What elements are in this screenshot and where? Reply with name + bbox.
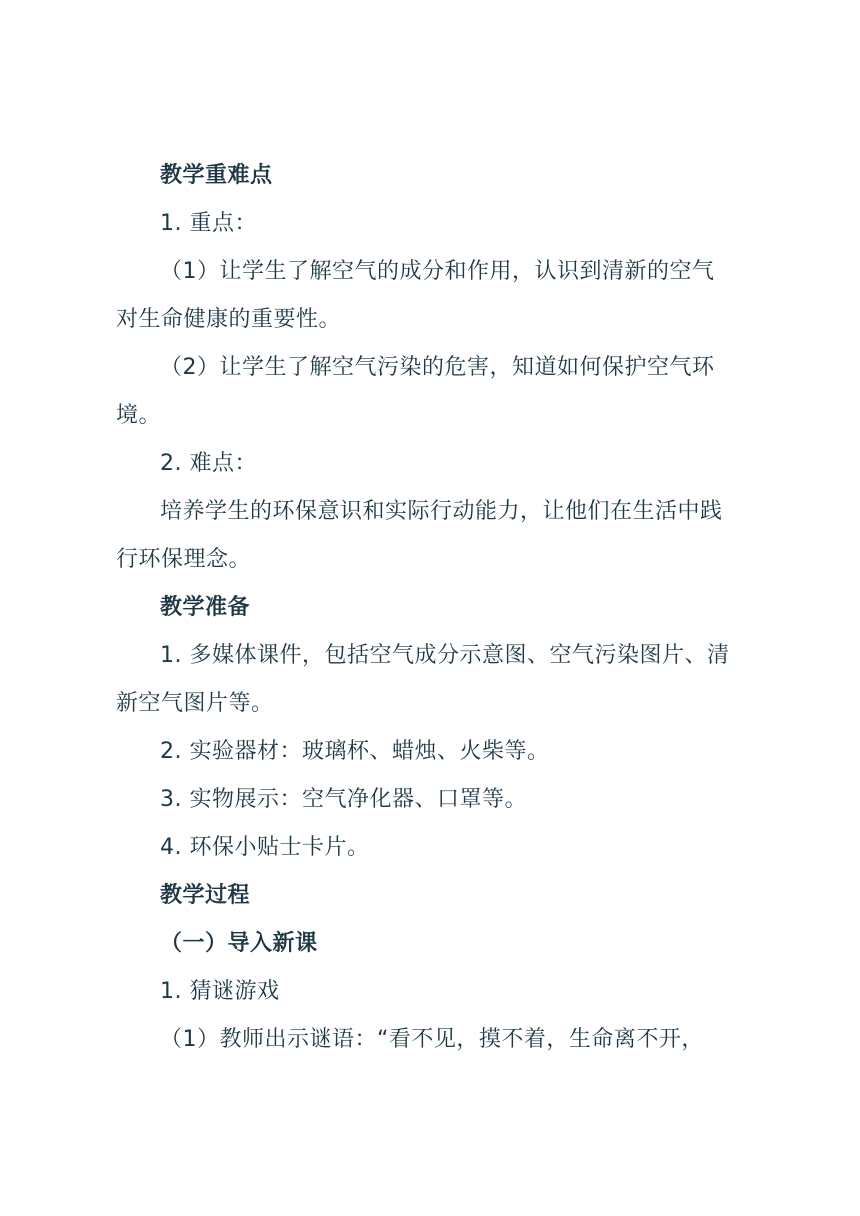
paragraph-line: 新空气图片等。 (116, 691, 274, 716)
paragraph-line: （1）让学生了解空气的成分和作用，认识到清新的空气 (160, 259, 715, 284)
list-item: 1. 多媒体课件，包括空气成分示意图、空气污染图片、清 (160, 643, 730, 668)
list-item-difficult-points: 2. 难点： (160, 451, 257, 476)
paragraph-line: 对生命健康的重要性。 (116, 307, 342, 332)
section-heading-key-difficult-points: 教学重难点 (160, 163, 273, 188)
list-item-key-points: 1. 重点： (160, 211, 257, 236)
subsection-heading-intro: （一）导入新课 (160, 931, 318, 956)
paragraph-line: 行环保理念。 (116, 547, 252, 572)
list-item: 1. 猜谜游戏 (160, 979, 280, 1004)
paragraph-line: （2）让学生了解空气污染的危害，知道如何保护空气环 (160, 355, 715, 380)
paragraph-line: 境。 (116, 403, 162, 428)
section-heading-preparation: 教学准备 (160, 595, 251, 620)
paragraph-line: 培养学生的环保意识和实际行动能力，让他们在生活中践 (160, 499, 723, 524)
list-item: 4. 环保小贴士卡片。 (160, 835, 370, 860)
list-item: 2. 实验器材：玻璃杯、蜡烛、火柴等。 (160, 739, 550, 764)
paragraph-line: （1）教师出示谜语：“看不见，摸不着，生命离不开， (160, 1027, 704, 1052)
section-heading-process: 教学过程 (160, 883, 251, 908)
list-item: 3. 实物展示：空气净化器、口罩等。 (160, 787, 527, 812)
